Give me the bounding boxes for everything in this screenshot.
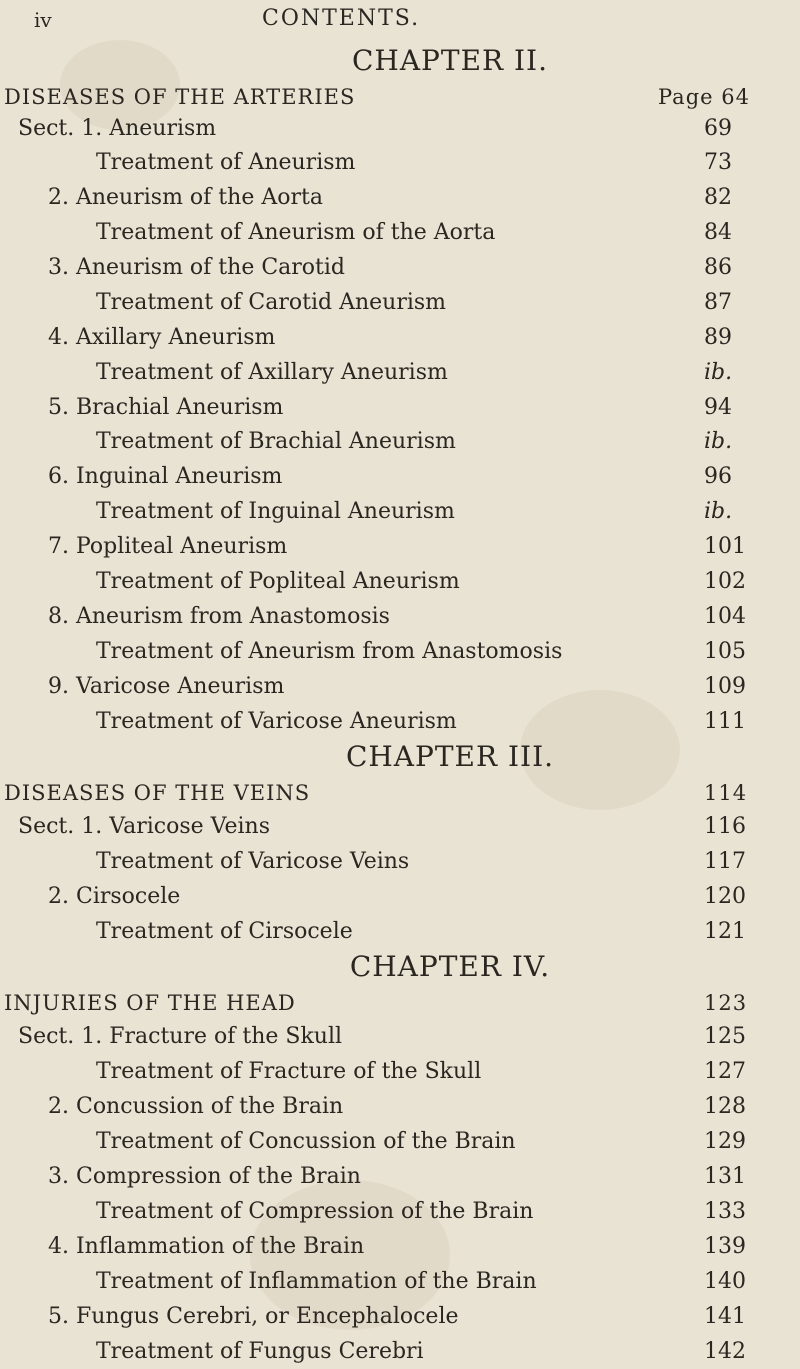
toc-entry[interactable] bbox=[0, 181, 800, 215]
toc-entry-label: Treatment of Popliteal Aneurism bbox=[96, 569, 460, 594]
toc-entry-label: 6. Inguinal Aneurism bbox=[48, 464, 283, 489]
toc-entry[interactable] bbox=[0, 530, 800, 564]
toc-entry[interactable] bbox=[0, 495, 800, 529]
toc-entry[interactable] bbox=[0, 915, 800, 949]
part-title: DISEASES OF THE VEINS bbox=[4, 781, 311, 805]
toc-entry[interactable] bbox=[0, 1020, 800, 1054]
toc-entry-page: 102 bbox=[704, 569, 746, 594]
toc-entry[interactable] bbox=[0, 1230, 800, 1264]
toc-entry[interactable] bbox=[0, 705, 800, 739]
toc-entry-label: 3. Compression of the Brain bbox=[48, 1164, 361, 1189]
toc-entry[interactable] bbox=[0, 845, 800, 879]
toc-entry-label: Treatment of Inguinal Aneurism bbox=[96, 499, 455, 524]
toc-entry-page: 127 bbox=[704, 1059, 746, 1084]
toc-entry-label: 4. Axillary Aneurism bbox=[48, 325, 276, 350]
page-number-ref: 123 bbox=[704, 991, 748, 1015]
page-number-ref: 114 bbox=[704, 781, 748, 805]
toc-entry-label: 5. Fungus Cerebri, or Encephalocele bbox=[48, 1304, 459, 1329]
toc-entry-label: 4. Inflammation of the Brain bbox=[48, 1234, 365, 1259]
toc-entry-label: 2. Concussion of the Brain bbox=[48, 1094, 344, 1119]
chapter-heading-text: CHAPTER IV. bbox=[349, 950, 551, 983]
toc-entry[interactable] bbox=[0, 1055, 800, 1089]
toc-entry[interactable] bbox=[0, 1265, 800, 1299]
toc-entry-label: Treatment of Aneurism of the Aorta bbox=[96, 220, 496, 245]
toc-entry-label: Treatment of Concussion of the Brain bbox=[96, 1129, 516, 1154]
toc-entry-label: Treatment of Axillary Aneurism bbox=[96, 360, 448, 385]
toc-entry-label: Treatment of Aneurism from Anastomosis bbox=[96, 639, 563, 664]
part-title-row bbox=[0, 986, 800, 1020]
toc-entry-page: 73 bbox=[704, 150, 732, 175]
toc-entry-label: Treatment of Inflammation of the Brain bbox=[96, 1269, 537, 1294]
running-head bbox=[0, 4, 800, 34]
toc-entry-page: 128 bbox=[704, 1094, 746, 1119]
part-title-row bbox=[0, 80, 800, 114]
toc-entry[interactable] bbox=[0, 321, 800, 355]
toc-entry-label: 5. Brachial Aneurism bbox=[48, 395, 284, 420]
toc-entry-page: 87 bbox=[704, 290, 732, 315]
toc-entry-page: 94 bbox=[704, 395, 732, 420]
page-ref bbox=[658, 80, 750, 114]
toc-entry-label: Sect. 1. Fracture of the Skull bbox=[18, 1024, 343, 1049]
toc-entry-label: Sect. 1. Aneurism bbox=[18, 116, 217, 141]
toc-entry-page: ib. bbox=[704, 429, 733, 454]
toc-entry[interactable] bbox=[0, 635, 800, 669]
toc-entry-page: 131 bbox=[704, 1164, 746, 1189]
page-label: Page bbox=[658, 85, 722, 109]
toc-entry[interactable] bbox=[0, 565, 800, 599]
toc-entry-label: 2. Cirsocele bbox=[48, 884, 181, 909]
part-title-row bbox=[0, 776, 800, 810]
toc-entry-page: 86 bbox=[704, 255, 732, 280]
chapter-heading bbox=[0, 44, 800, 78]
toc-entry-page: 82 bbox=[704, 185, 732, 210]
toc-entry-page: 120 bbox=[704, 884, 746, 909]
part-title: DISEASES OF THE ARTERIES bbox=[4, 85, 356, 109]
toc-entry-page: ib. bbox=[704, 499, 733, 524]
toc-entry-page: 96 bbox=[704, 464, 732, 489]
toc-entry[interactable] bbox=[0, 1125, 800, 1159]
toc-entry-label: Treatment of Fracture of the Skull bbox=[96, 1059, 482, 1084]
running-title: CONTENTS. bbox=[262, 6, 421, 31]
toc-entry[interactable] bbox=[0, 600, 800, 634]
toc-entry-page: ib. bbox=[704, 360, 733, 385]
toc-entry[interactable] bbox=[0, 286, 800, 320]
toc-entry-label: 7. Popliteal Aneurism bbox=[48, 534, 288, 559]
toc-entry-page: 89 bbox=[704, 325, 732, 350]
toc-entry[interactable] bbox=[0, 251, 800, 285]
toc-entry-label: Treatment of Cirsocele bbox=[96, 919, 353, 944]
toc-entry-label: Treatment of Brachial Aneurism bbox=[96, 429, 456, 454]
toc-entry-page: 84 bbox=[704, 220, 732, 245]
toc-entry-page: 133 bbox=[704, 1199, 746, 1224]
toc-entry[interactable] bbox=[0, 1195, 800, 1229]
toc-entry-page: 109 bbox=[704, 674, 746, 699]
toc-entry[interactable] bbox=[0, 425, 800, 459]
toc-entry[interactable] bbox=[0, 112, 800, 146]
toc-entry-label: 8. Aneurism from Anastomosis bbox=[48, 604, 390, 629]
page-ref bbox=[704, 986, 790, 1020]
toc-entry-page: 101 bbox=[704, 534, 746, 559]
toc-entry-label: Sect. 1. Varicose Veins bbox=[18, 814, 271, 839]
toc-entry-label: 3. Aneurism of the Carotid bbox=[48, 255, 345, 280]
chapter-heading-text: CHAPTER II. bbox=[351, 44, 549, 77]
toc-entry-page: 140 bbox=[704, 1269, 746, 1294]
toc-entry-page: 111 bbox=[704, 709, 746, 734]
toc-entry-page: 105 bbox=[704, 639, 746, 664]
toc-entry-page: 121 bbox=[704, 919, 746, 944]
toc-entry-page: 116 bbox=[704, 814, 746, 839]
toc-entry[interactable] bbox=[0, 460, 800, 494]
toc-entry[interactable] bbox=[0, 670, 800, 704]
toc-entry[interactable] bbox=[0, 1300, 800, 1334]
toc-entry-label: 9. Varicose Aneurism bbox=[48, 674, 285, 699]
toc-entry[interactable] bbox=[0, 146, 800, 180]
page-ref bbox=[704, 776, 790, 810]
toc-entry-label: Treatment of Carotid Aneurism bbox=[96, 290, 447, 315]
toc-entry[interactable] bbox=[0, 1090, 800, 1124]
chapter-heading bbox=[0, 740, 800, 774]
toc-entry-page: 69 bbox=[704, 116, 732, 141]
toc-entry[interactable] bbox=[0, 356, 800, 390]
toc-entry[interactable] bbox=[0, 880, 800, 914]
toc-entry[interactable] bbox=[0, 216, 800, 250]
toc-entry-page: 129 bbox=[704, 1129, 746, 1154]
toc-entry-page: 104 bbox=[704, 604, 746, 629]
toc-entry-page: 142 bbox=[704, 1339, 746, 1364]
toc-entry[interactable] bbox=[0, 391, 800, 425]
toc-entry-page: 141 bbox=[704, 1304, 746, 1329]
toc-entry[interactable] bbox=[0, 1160, 800, 1194]
toc-entry-label: Treatment of Compression of the Brain bbox=[96, 1199, 534, 1224]
page-number: iv bbox=[34, 8, 52, 32]
toc-entry-page: 139 bbox=[704, 1234, 746, 1259]
toc-entry-label: Treatment of Varicose Veins bbox=[96, 849, 410, 874]
toc-entry-label: Treatment of Fungus Cerebri bbox=[96, 1339, 424, 1364]
toc-entry-page: 125 bbox=[704, 1024, 746, 1049]
toc-entry-label: Treatment of Aneurism bbox=[96, 150, 356, 175]
toc-entry-label: Treatment of Varicose Aneurism bbox=[96, 709, 457, 734]
toc-entry-page: 117 bbox=[704, 849, 746, 874]
toc-entry-label: 2. Aneurism of the Aorta bbox=[48, 185, 323, 210]
part-title: INJURIES OF THE HEAD bbox=[4, 991, 296, 1015]
toc-entry[interactable] bbox=[0, 810, 800, 844]
chapter-heading bbox=[0, 950, 800, 984]
page-number-ref: 64 bbox=[721, 85, 750, 109]
chapter-heading-text: CHAPTER III. bbox=[345, 740, 555, 773]
toc-entry[interactable] bbox=[0, 1335, 800, 1369]
